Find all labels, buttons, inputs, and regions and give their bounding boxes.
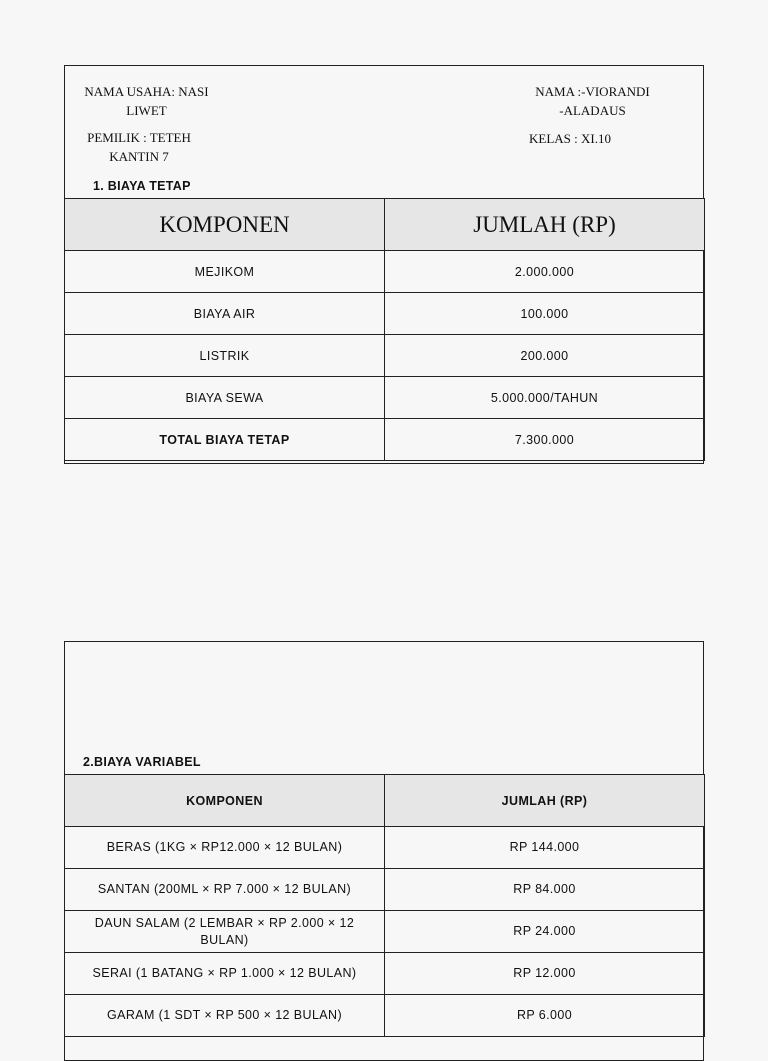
table-header-row bbox=[65, 775, 705, 827]
table-row bbox=[65, 827, 705, 869]
page-two bbox=[64, 641, 704, 1061]
table-row bbox=[65, 251, 705, 293]
variable-cost-title: 2.BIAYA VARIABEL bbox=[83, 755, 201, 769]
business-name: NAMA USAHA: NASI LIWET bbox=[84, 84, 209, 118]
component-cell: DAUN SALAM (2 LEMBAR × RP 2.000 × 12 BULAN) bbox=[65, 911, 385, 953]
fixed-cost-title: 1. BIAYA TETAP bbox=[93, 179, 191, 193]
total-row bbox=[65, 419, 705, 461]
table-row bbox=[65, 869, 705, 911]
amount-cell: RP 24.000 bbox=[385, 911, 705, 953]
column-header-amount: JUMLAH (RP) bbox=[385, 775, 705, 827]
amount-cell: 200.000 bbox=[385, 335, 705, 377]
student-name: NAMA :-VIORANDI -ALADAUS bbox=[535, 84, 650, 118]
component-cell: LISTRIK bbox=[65, 335, 385, 377]
table-header-row bbox=[65, 199, 705, 251]
component-cell: GARAM (1 SDT × RP 500 × 12 BULAN) bbox=[65, 995, 385, 1037]
class-label: KELAS : XI.10 bbox=[529, 131, 611, 146]
amount-cell: RP 12.000 bbox=[385, 953, 705, 995]
table-row bbox=[65, 377, 705, 419]
component-cell: BIAYA SEWA bbox=[65, 377, 385, 419]
component-cell: BERAS (1KG × RP12.000 × 12 BULAN) bbox=[65, 827, 385, 869]
total-amount: 7.300.000 bbox=[385, 419, 705, 461]
amount-cell: 2.000.000 bbox=[385, 251, 705, 293]
component-cell: SERAI (1 BATANG × RP 1.000 × 12 BULAN) bbox=[65, 953, 385, 995]
amount-cell: RP 84.000 bbox=[385, 869, 705, 911]
component-cell: MEJIKOM bbox=[65, 251, 385, 293]
fixed-cost-table bbox=[64, 198, 705, 461]
table-row bbox=[65, 995, 705, 1037]
page-one bbox=[64, 65, 704, 464]
column-header-component: KOMPONEN bbox=[65, 775, 385, 827]
amount-cell: 5.000.000/TAHUN bbox=[385, 377, 705, 419]
variable-cost-table bbox=[64, 774, 705, 1037]
table-row bbox=[65, 911, 705, 953]
component-cell: SANTAN (200ML × RP 7.000 × 12 BULAN) bbox=[65, 869, 385, 911]
table-row bbox=[65, 335, 705, 377]
owner-name: PEMILIK : TETEH KANTIN 7 bbox=[87, 130, 191, 164]
amount-cell: RP 144.000 bbox=[385, 827, 705, 869]
table-row bbox=[65, 953, 705, 995]
column-header-amount: JUMLAH (RP) bbox=[385, 199, 705, 251]
total-label: TOTAL BIAYA TETAP bbox=[65, 419, 385, 461]
table-row bbox=[65, 293, 705, 335]
amount-cell: 100.000 bbox=[385, 293, 705, 335]
column-header-component: KOMPONEN bbox=[65, 199, 385, 251]
component-cell: BIAYA AIR bbox=[65, 293, 385, 335]
amount-cell: RP 6.000 bbox=[385, 995, 705, 1037]
